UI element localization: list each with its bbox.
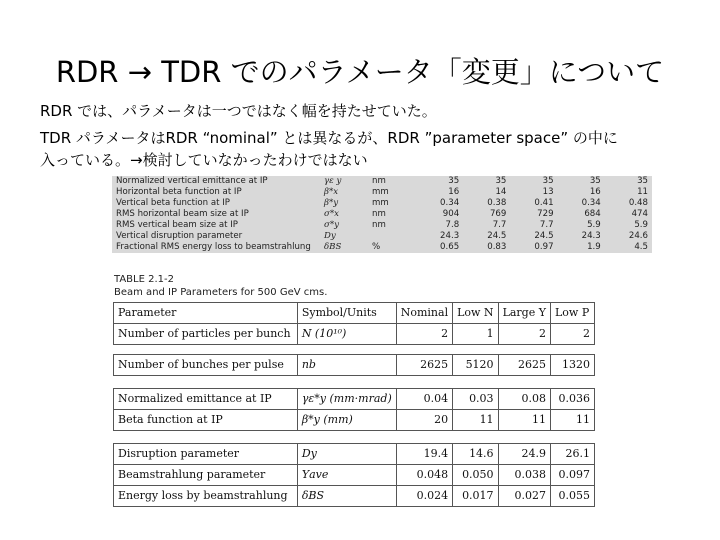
- tdr-table-row: [114, 444, 595, 465]
- rdr-row-value: 35: [589, 176, 601, 186]
- rdr-table-row: [112, 198, 652, 209]
- rdr-row-value: 24.3: [581, 231, 601, 241]
- tdr-row-value: 0.050: [453, 465, 498, 486]
- tdr-table-row: [114, 465, 595, 486]
- rdr-row-unit: mm: [372, 187, 389, 197]
- tdr-row-value: 0.017: [453, 486, 498, 507]
- tdr-row-value: 0.097: [551, 465, 595, 486]
- rdr-row-value: 0.83: [487, 242, 507, 252]
- tdr-row-value: 2: [551, 324, 595, 345]
- rdr-row-value: 0.38: [487, 198, 507, 208]
- tdr-row-value: 1320: [551, 355, 595, 376]
- rdr-row-value: 7.7: [492, 220, 507, 230]
- rdr-row-symbol: σ*y: [324, 220, 340, 230]
- tdr-row-symbol: δBS: [297, 486, 396, 507]
- tdr-row-symbol: N (10¹⁰): [297, 324, 396, 345]
- tdr-row-label: Energy loss by beamstrahlung: [114, 486, 298, 507]
- rdr-row-value: 35: [637, 176, 648, 186]
- rdr-row-value: 35: [495, 176, 507, 186]
- tdr-row-value: 1: [453, 324, 498, 345]
- rdr-parameter-table: [112, 176, 652, 253]
- tdr-row-symbol: nb: [297, 355, 396, 376]
- tdr-row-value: 5120: [453, 355, 498, 376]
- rdr-table-row: [112, 242, 652, 253]
- tdr-row-label: Number of bunches per pulse: [114, 355, 298, 376]
- tdr-row-value: 11: [498, 410, 550, 431]
- rdr-row-value: 5.9: [587, 220, 601, 230]
- table-gap: [114, 431, 595, 444]
- rdr-row-symbol: σ*x: [324, 209, 340, 219]
- slide-title: RDR → TDR でのパラメータ「変更」について: [55, 55, 665, 89]
- rdr-row-value: 4.5: [634, 242, 648, 252]
- rdr-table-row: [112, 176, 652, 187]
- tdr-table-row: [114, 410, 595, 431]
- tdr-row-symbol: Dy: [297, 444, 396, 465]
- body-line-2: TDR パラメータはRDR “nominal” とは異なるが、RDR ”parameter space” の中に: [40, 129, 618, 147]
- header-low-n: Low N: [453, 303, 498, 324]
- rdr-row-value: 16: [589, 187, 601, 197]
- tdr-row-symbol: γε*y (mm·mrad): [297, 389, 396, 410]
- tdr-row-value: 24.9: [498, 444, 550, 465]
- tdr-row-value: 2625: [498, 355, 550, 376]
- rdr-row-unit: mm: [372, 198, 389, 208]
- tdr-row-value: 0.04: [396, 389, 452, 410]
- rdr-row-value: 0.41: [534, 198, 554, 208]
- tdr-row-value: 20: [396, 410, 452, 431]
- table-caption-label: TABLE 2.1-2: [114, 274, 174, 285]
- tdr-row-value: 0.036: [551, 389, 595, 410]
- header-large-y: Large Y: [498, 303, 550, 324]
- rdr-row-symbol: γε y: [324, 176, 342, 186]
- rdr-row-value: 24.5: [534, 231, 554, 241]
- table-gap: [114, 345, 595, 355]
- rdr-row-unit: nm: [372, 176, 386, 186]
- tdr-row-value: 19.4: [396, 444, 452, 465]
- tdr-row-value: 2625: [396, 355, 452, 376]
- rdr-row-value: 24.5: [487, 231, 507, 241]
- rdr-row-value: 0.34: [440, 198, 460, 208]
- table-caption-text: Beam and IP Parameters for 500 GeV cms.: [114, 287, 328, 298]
- tdr-table-row: [114, 486, 595, 507]
- rdr-row-symbol: Dy: [324, 231, 336, 241]
- body-line-3: 入っている。→検討していなかったわけではない: [40, 151, 368, 169]
- rdr-row-symbol: β*x: [324, 187, 339, 197]
- tdr-row-value: 14.6: [453, 444, 498, 465]
- tdr-row-value: 0.024: [396, 486, 452, 507]
- rdr-row-value: 16: [448, 187, 460, 197]
- rdr-row-label: RMS vertical beam size at IP: [116, 220, 238, 230]
- table-gap: [114, 376, 595, 389]
- rdr-row-value: 5.9: [634, 220, 648, 230]
- rdr-row-value: 14: [495, 187, 507, 197]
- header-nominal: Nominal: [396, 303, 452, 324]
- rdr-row-value: 35: [542, 176, 554, 186]
- rdr-row-unit: [368, 231, 416, 242]
- rdr-row-value: 904: [442, 209, 460, 219]
- tdr-row-label: Normalized emittance at IP: [114, 389, 298, 410]
- rdr-row-value: 0.65: [440, 242, 460, 252]
- tdr-row-value: 11: [453, 410, 498, 431]
- rdr-row-symbol: δBS: [324, 242, 342, 252]
- rdr-row-symbol: β*y: [324, 198, 339, 208]
- rdr-row-unit: nm: [372, 220, 386, 230]
- rdr-table-row: [112, 231, 652, 242]
- tdr-row-value: 0.08: [498, 389, 550, 410]
- rdr-row-label: Fractional RMS energy loss to beamstrahlung: [116, 242, 311, 252]
- table-gap-cell: [114, 376, 595, 389]
- rdr-row-value: 0.34: [581, 198, 601, 208]
- tdr-row-value: 11: [551, 410, 595, 431]
- rdr-row-value: 769: [489, 209, 507, 219]
- rdr-row-value: 7.7: [539, 220, 554, 230]
- rdr-row-value: 13: [542, 187, 554, 197]
- rdr-row-value: 474: [631, 209, 648, 219]
- tdr-row-label: Disruption parameter: [114, 444, 298, 465]
- tdr-parameter-table: [113, 302, 595, 507]
- header-parameter: Parameter: [114, 303, 298, 324]
- rdr-row-value: 35: [448, 176, 460, 186]
- tdr-row-label: Beta function at IP: [114, 410, 298, 431]
- header-low-p: Low P: [551, 303, 595, 324]
- rdr-row-label: Vertical beta function at IP: [116, 198, 230, 208]
- rdr-row-value: 729: [537, 209, 554, 219]
- rdr-row-unit: %: [372, 242, 381, 252]
- rdr-row-value: 24.3: [440, 231, 460, 241]
- rdr-row-value: 11: [637, 187, 648, 197]
- tdr-row-value: 0.027: [498, 486, 550, 507]
- tdr-row-value: 0.03: [453, 389, 498, 410]
- rdr-row-label: Horizontal beta function at IP: [116, 187, 242, 197]
- tdr-row-value: 2: [498, 324, 550, 345]
- rdr-row-value: 684: [584, 209, 601, 219]
- rdr-row-unit: nm: [372, 209, 386, 219]
- tdr-table-row: [114, 355, 595, 376]
- table-gap-cell: [114, 345, 595, 355]
- table-gap-cell: [114, 431, 595, 444]
- tdr-row-label: Number of particles per bunch: [114, 324, 298, 345]
- tdr-row-value: 0.038: [498, 465, 550, 486]
- rdr-row-value: 0.48: [628, 198, 648, 208]
- rdr-row-value: 0.97: [534, 242, 554, 252]
- rdr-row-label: Normalized vertical emittance at IP: [116, 176, 268, 186]
- rdr-table-row: [112, 187, 652, 198]
- tdr-table-row: [114, 389, 595, 410]
- tdr-row-value: 0.048: [396, 465, 452, 486]
- body-line-1: RDR では、パラメータは一つではなく幅を持たせていた。: [40, 102, 437, 120]
- rdr-table-row: [112, 209, 652, 220]
- tdr-row-value: 0.055: [551, 486, 595, 507]
- tdr-table-row: [114, 324, 595, 345]
- tdr-row-symbol: Υave: [297, 465, 396, 486]
- rdr-row-value: 1.9: [587, 242, 601, 252]
- rdr-table-row: [112, 220, 652, 231]
- tdr-row-value: 26.1: [551, 444, 595, 465]
- rdr-row-value: 24.6: [628, 231, 648, 241]
- rdr-row-value: 7.8: [445, 220, 460, 230]
- rdr-row-label: Vertical disruption parameter: [116, 231, 243, 241]
- rdr-row-label: RMS horizontal beam size at IP: [116, 209, 249, 219]
- tdr-row-value: 2: [396, 324, 452, 345]
- tdr-row-symbol: β*y (mm): [297, 410, 396, 431]
- tdr-header-row: [114, 303, 595, 324]
- header-symbol: Symbol/Units: [297, 303, 396, 324]
- tdr-row-label: Beamstrahlung parameter: [114, 465, 298, 486]
